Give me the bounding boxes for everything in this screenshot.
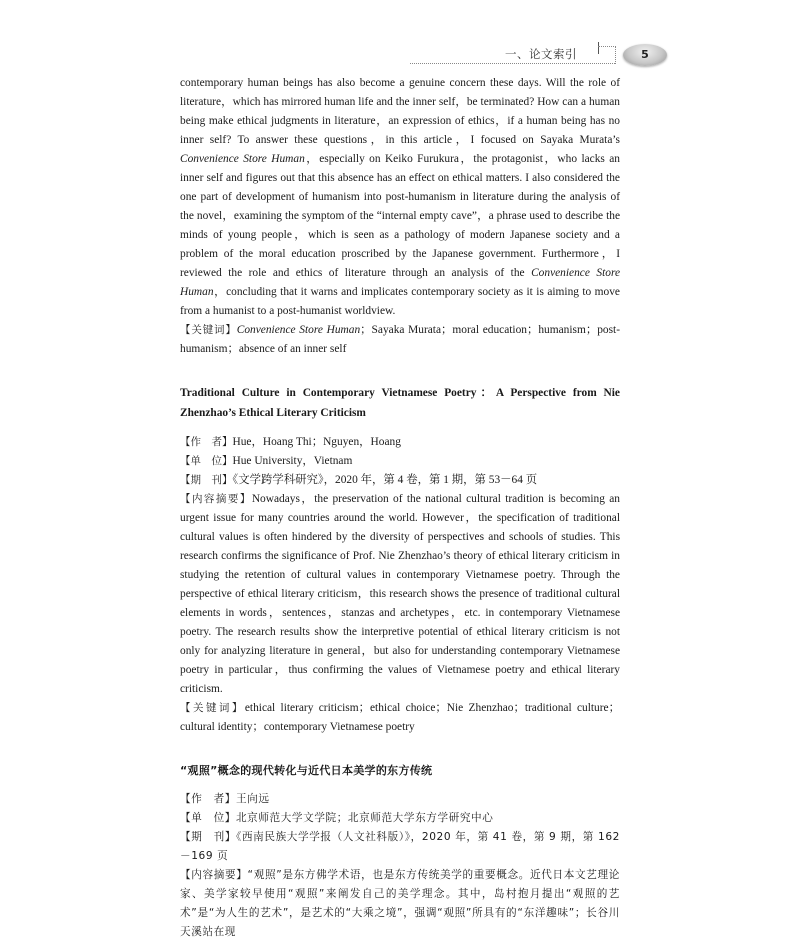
abstract-segment: ，concluding that it warns and implicates contemporary society as it is aiming to move from a humanist to a post-humanist worldview. bbox=[180, 286, 620, 317]
abstract-field bbox=[180, 490, 620, 699]
abstract-text bbox=[180, 74, 620, 321]
abstract-text: Nowadays，the preservation of the national cultural tradition is becoming an urgent issue for many countries around the world. However，the specification of traditional cultural values is often hindered by the diversity of perspectives and schools of studies. This research confirms the significance of Prof. Nie Zhenzhao’s theory of ethical literary criticism in studying the retention of cultural values in contemporary Vietnamese poetry. Through the perspective of ethical literary criticism，this research shows the presence of traditional cultural elements in words，sentences，stanzas and archetypes，etc. in contemporary Vietnamese poetry. The research results show the interpretive potential of ethical literary criticism is not only for analyzing literature in general，but also for understanding contemporary Vietnamese poetry in particular，thus confirming the values of Vietnamese poetry and ethical literary criticism. bbox=[180, 493, 621, 695]
author-label: 【作 者】 bbox=[180, 436, 233, 448]
abstract-label: 【内容摘要】 bbox=[180, 493, 252, 505]
header-bracket-decoration bbox=[598, 46, 616, 47]
section-title: 一、论文索引 bbox=[505, 47, 577, 61]
abstract-label: 【内容摘要】 bbox=[180, 869, 248, 881]
keywords bbox=[180, 699, 620, 737]
keywords bbox=[180, 321, 620, 359]
header-bracket-decoration bbox=[598, 42, 599, 54]
journal-label: 【期 刊】 bbox=[180, 831, 237, 843]
affiliation-field bbox=[180, 452, 620, 471]
running-header bbox=[0, 0, 800, 80]
entry-title: “观照”概念的现代转化与近代日本美学的东方传统 bbox=[180, 764, 433, 777]
journal-label: 【期 刊】 bbox=[180, 474, 233, 486]
page-body bbox=[180, 74, 620, 942]
book-title: Convenience Store Human bbox=[180, 267, 621, 298]
author-value: Hue，Hoang Thi；Nguyen，Hoang bbox=[232, 436, 401, 448]
keywords-text: ethical literary criticism；ethical choice；Nie Zhenzhao；traditional culture；cultural identity；contemporary Vietnamese poetry bbox=[180, 702, 620, 733]
journal-field bbox=[180, 828, 620, 866]
entry-continued bbox=[180, 74, 620, 359]
abstract-segment: ，especially on Keiko Furukura，the protagonist，who lacks an inner self and figures out that this absence has an effect on ethical matters. I also considered the one part of development of humanism into post-humanism in literature during the analysis of the novel，examining the symptom of the “internal empty cave”，a phrase used to describe the minds of young people，which is seen as a pathology of modern Japanese society and a problem of the moral education proscribed by the Japanese government. Furthermore，I reviewed the role and ethics of literature through an analysis of the bbox=[180, 153, 620, 279]
affiliation-value: Hue University，Vietnam bbox=[232, 455, 353, 467]
author-field bbox=[180, 433, 620, 452]
affiliation-label: 【单 位】 bbox=[180, 455, 233, 467]
keywords-text: ；Sayaka Murata；moral education；humanism；post-humanism；absence of an inner self bbox=[180, 324, 620, 355]
book-title: Convenience Store Human bbox=[180, 153, 305, 165]
entry-guanzhao bbox=[180, 761, 620, 942]
header-dotted-rule bbox=[410, 63, 615, 64]
keywords-label: 【关键词】 bbox=[180, 702, 245, 714]
journal-field bbox=[180, 471, 620, 490]
author-label: 【作 者】 bbox=[180, 793, 236, 805]
affiliation-value: 北京师范大学文学院；北京师范大学东方学研究中心 bbox=[235, 812, 494, 824]
keyword-book-title: Convenience Store Human bbox=[236, 324, 361, 336]
journal-value: 《西南民族大学学报（人文社科版）》，2020 年，第 41 卷，第 9 期，第 162－169 页 bbox=[180, 831, 621, 862]
entry-title: Traditional Culture in Contemporary Vietnamese Poetry：A Perspective from Nie Zhenzhao’s Ethical Literary Criticism bbox=[180, 387, 620, 419]
page-number-badge: 5 bbox=[623, 44, 667, 66]
abstract-field bbox=[180, 866, 620, 942]
header-bracket-decoration bbox=[615, 46, 616, 64]
entry-vietnamese-poetry bbox=[180, 383, 620, 737]
abstract-text: “观照”是东方佛学术语，也是东方传统美学的重要概念。近代日本文艺理论家、美学家较早使用“观照”来阐发自己的美学理念。其中，岛村抱月提出“观照的艺术”是“为人生的艺术”，是艺术的“大乘之境”，强调“观照”所具有的“东洋趣味”；长谷川天溪站在现 bbox=[180, 869, 620, 938]
journal-value: 《文学跨学科研究》，2020 年，第 4 卷，第 1 期，第 53－64 页 bbox=[232, 474, 538, 486]
abstract-segment: contemporary human beings has also become a genuine concern these days. Will the role of literature，which has mirrored human life and the inner self，be terminated? How can a human being make ethical judgments in literature，an expression of ethics，if a human being has no inner self? To answer these questions，in this article，I focused on Sayaka Murata’s bbox=[180, 77, 620, 146]
keywords-label: 【关键词】 bbox=[180, 324, 237, 336]
author-value: 王向远 bbox=[235, 793, 270, 805]
affiliation-label: 【单 位】 bbox=[180, 812, 236, 824]
affiliation-field bbox=[180, 809, 620, 828]
